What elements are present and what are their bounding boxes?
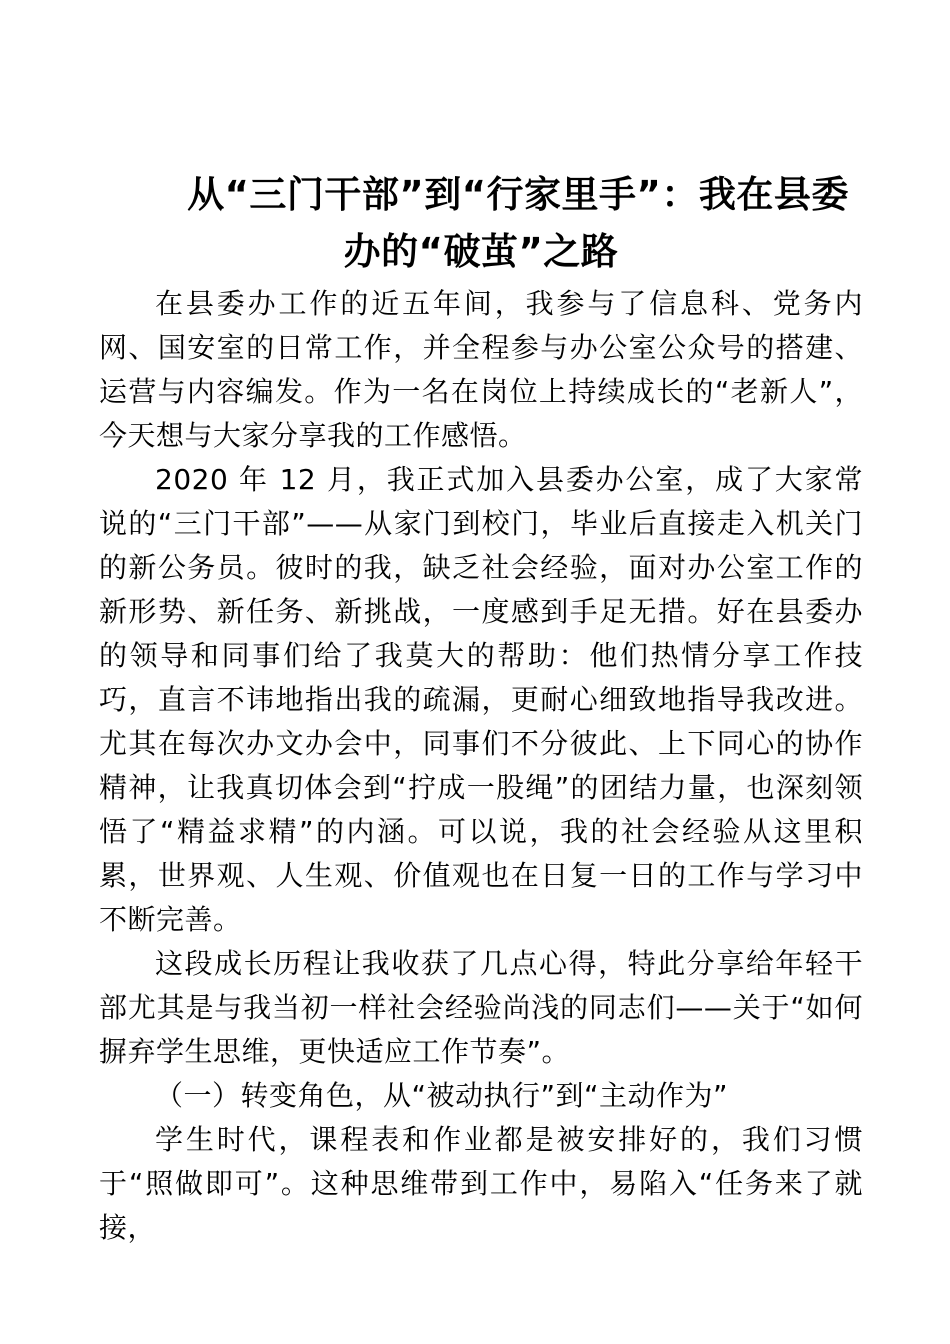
section-heading-1: （一）转变角色，从“被动执行”到“主动作为” xyxy=(155,1079,729,1112)
paragraph-joining-experience: 2020 年 12 月，我正式加入县委办公室，成了大家常说的“三门干部”——从家门到校门，毕业后直接走入机关门的新公务员。彼时的我，缺乏社会经验，面对办公室工作的新形势、新任务、新挑战，一度感到手足无措。好在县委办的领导和同事们给了我莫大的帮助：他们热情分享工作技巧，直言不讳地指出我的疏漏，更耐心细致地指导我改进。尤其在每次办文办会中，同事们不分彼此、上下同心的协作精神，让我真切体会到“拧成一股绳”的团结力量，也深刻领悟了“精益求精”的内涵。可以说，我的社会经验从这里积累，世界观、人生观、价值观也在日复一日的工作与学习中不断完善。 xyxy=(99,463,863,936)
document-title: 从“三门干部”到“行家里手”：我在县委办的“破茧”之路 xyxy=(187,173,849,273)
paragraph-lessons-intro: 这段成长历程让我收获了几点心得，特此分享给年轻干部尤其是与我当初一样社会经验尚浅的同志们——关于“如何摒弃学生思维，更快适应工作节奏”。 xyxy=(99,947,863,1068)
paragraph-student-mindset: 学生时代，课程表和作业都是被安排好的，我们习惯于“照做即可”。这种思维带到工作中，易陷入“任务来了就接， xyxy=(99,1123,863,1244)
paragraph-intro: 在县委办工作的近五年间，我参与了信息科、党务内网、国安室的日常工作，并全程参与办公室公众号的搭建、运营与内容编发。作为一名在岗位上持续成长的“老新人”，今天想与大家分享我的工作感悟。 xyxy=(99,287,863,452)
